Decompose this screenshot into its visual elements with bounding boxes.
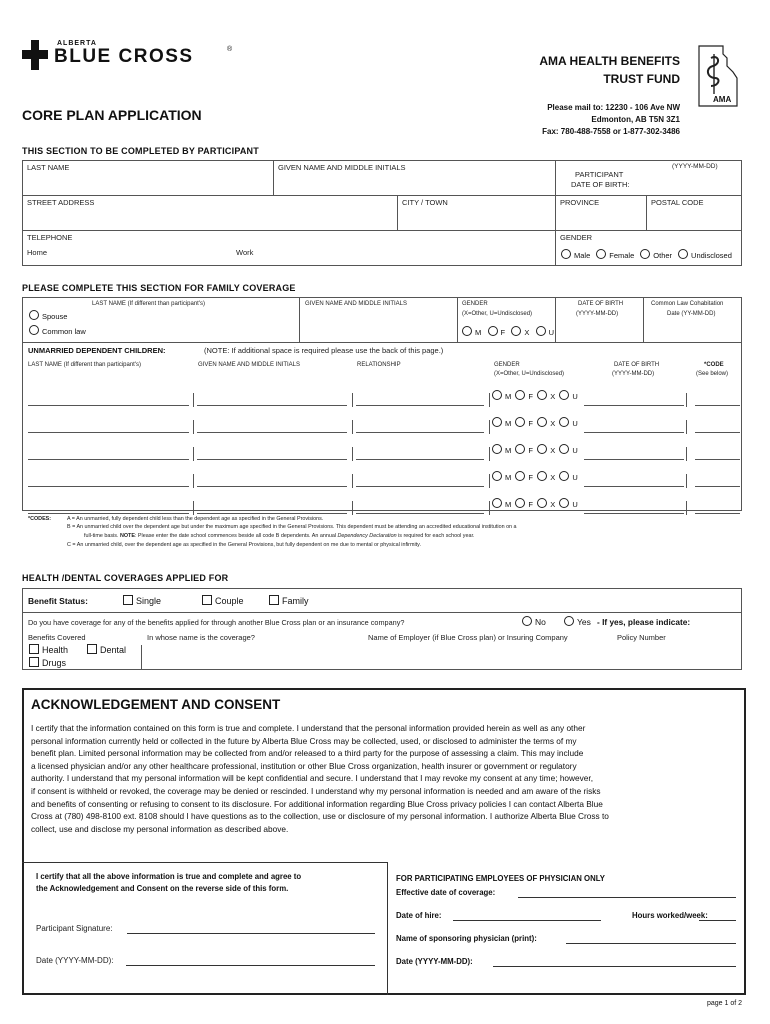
dependent-dob-input[interactable] — [584, 387, 684, 405]
certify-line-1: I certify that all the above information is true and complete and agree to — [36, 872, 302, 881]
dependent-last-name-input[interactable] — [28, 468, 189, 486]
dependent-relationship-input[interactable] — [356, 495, 484, 513]
single-checkbox[interactable]: Single — [123, 595, 161, 606]
spouse-dob-label-1: DATE OF BIRTH — [578, 301, 624, 307]
dependent-code-input[interactable] — [695, 441, 740, 459]
gender-male-radio[interactable]: Male — [561, 251, 590, 260]
dependent-last-name-input[interactable] — [28, 495, 189, 513]
spouse-last-name-label: LAST NAME (If different than participant's) — [92, 301, 205, 307]
city-input[interactable] — [398, 207, 554, 229]
mail-line-3: Fax: 780-488-7558 or 1-877-302-3486 — [542, 127, 680, 136]
dep-gender-f-radio[interactable]: F — [515, 500, 533, 509]
other-coverage-no-radio[interactable]: No — [522, 616, 546, 627]
dep-gender-label-2: (X=Other, U=Undisclosed) — [494, 371, 565, 377]
effective-date-field[interactable] — [518, 897, 736, 898]
dependent-code-input[interactable] — [695, 387, 740, 405]
dependent-dob-input[interactable] — [584, 468, 684, 486]
benefits-covered-label: Benefits Covered — [28, 633, 86, 642]
code-a: A = An unmarried, fully dependent child less than the dependent age as specified in the General Provisions. — [67, 516, 324, 522]
dependent-row — [22, 491, 742, 518]
given-name-input[interactable] — [274, 172, 554, 194]
dependent-row — [22, 383, 742, 410]
brand-main: BLUE CROSS — [54, 46, 194, 67]
dep-gender-m-radio[interactable]: M — [492, 500, 511, 509]
sponsor-field[interactable] — [566, 943, 736, 944]
certify-line-2: the Acknowledgement and Consent on the reverse side of this form. — [36, 884, 289, 893]
family-section-title: PLEASE COMPLETE THIS SECTION FOR FAMILY COVERAGE — [22, 283, 296, 293]
dep-relationship-label: RELATIONSHIP — [357, 362, 401, 368]
cohab-label-1: Common Law Cohabitation — [651, 301, 724, 307]
benefit-status-label: Benefit Status: — [28, 596, 88, 606]
dep-gender-m-radio[interactable]: M — [492, 446, 511, 455]
dep-gender-label-1: GENDER — [494, 362, 520, 368]
spouse-gender-label-2: (X=Other, U=Undisclosed) — [462, 311, 533, 317]
dependent-relationship-input[interactable] — [356, 387, 484, 405]
cohab-date-input[interactable] — [645, 320, 740, 340]
street-label: STREET ADDRESS — [27, 198, 95, 207]
dependent-given-name-input[interactable] — [197, 495, 347, 513]
dependent-code-input[interactable] — [695, 414, 740, 432]
cross-icon — [22, 40, 48, 70]
hours-worked-field[interactable] — [699, 920, 736, 921]
dependent-row — [22, 410, 742, 437]
gender-female-radio[interactable]: Female — [596, 251, 634, 260]
page-number: page 1 of 2 — [706, 1000, 742, 1007]
dep-gender-u-radio[interactable]: U — [559, 446, 577, 455]
dependent-gender-options — [492, 471, 578, 482]
spouse-last-name-input[interactable] — [110, 313, 295, 339]
dependent-relationship-input[interactable] — [356, 414, 484, 432]
code-c: C = An unmarried child, over the dependent age as specified in the General Provisions, but fully dependent on me due to mental or physical infirmity. — [67, 542, 421, 548]
physician-date-label: Date (YYYY-MM-DD): — [396, 957, 473, 966]
spouse-dob-label-2: (YYYY-MM-DD) — [576, 311, 619, 317]
dep-gender-u-radio[interactable]: U — [559, 419, 577, 428]
other-coverage-question: Do you have coverage for any of the benefits applied for through another Blue Cross plan or an insurance company? — [28, 618, 405, 627]
dep-gender-x-radio[interactable]: X — [537, 473, 555, 482]
codes-label: *CODES: — [28, 516, 52, 522]
dep-given-name-label: GIVEN NAME AND MIDDLE INITIALS — [198, 362, 301, 368]
ama-logo-text: AMA — [713, 95, 732, 104]
gender-other-radio[interactable]: Other — [640, 251, 672, 260]
couple-checkbox[interactable]: Couple — [202, 595, 244, 606]
mail-line-2: Edmonton, AB T5N 3Z1 — [591, 115, 680, 124]
dependent-given-name-input[interactable] — [197, 387, 347, 405]
dep-gender-m-radio[interactable]: M — [492, 473, 511, 482]
dental-checkbox[interactable]: Dental — [87, 644, 126, 655]
participant-section-title: THIS SECTION TO BE COMPLETED BY PARTICIPANT — [22, 146, 259, 156]
employer-label: Name of Employer (if Blue Cross plan) or Insuring Company — [368, 633, 568, 642]
common-law-radio[interactable]: Common law — [29, 325, 86, 336]
postal-label: POSTAL CODE — [651, 198, 704, 207]
dep-gender-u-radio[interactable]: U — [559, 473, 577, 482]
dependent-dob-input[interactable] — [584, 441, 684, 459]
spouse-gender-f-radio[interactable]: F — [488, 328, 506, 337]
dependent-dob-input[interactable] — [584, 495, 684, 513]
dependents-title: UNMARRIED DEPENDENT CHILDREN: — [28, 346, 166, 355]
consent-paragraph: I certify that the information contained on this form is true and complete. I understand that the personal information provided herein as well as any other personal information currently held or collected in the future by Alberta Blue Cross may be collected, used, or disclosed to administer the terms of my benefit plan. Limited personal information may be collected from and/or released to a third party for the purpose of assessing a claim. This may include a licensed physician and/or any other healthcare professional, institution or other Blue Cross organization, health insurer or government or regulatory authority. I understand that my personal information will be kept confidential and secure. I understand that I may revoke my consent at any time; however, if consent is withheld or revoked, the coverage may be denied or rescinded. I understand why my personal information is needed and am aware of the risks and benefits of consenting or refusing to consent to its disclosure. For additional information regarding Blue Cross privacy policies I can contact Alberta Blue Cross at (780) 498-8100 ext. 8108 should I have questions as to the collection, use or disclosure of my personal information. I authorize Alberta Blue Cross to collect, use and disclose my personal information as described above. — [31, 723, 609, 834]
dependent-code-input[interactable] — [695, 495, 740, 513]
dependent-given-name-input[interactable] — [197, 468, 347, 486]
dependents-note: (NOTE: If additional space is required please use the back of this page.) — [204, 346, 444, 355]
dep-code-label-2: (See below) — [696, 371, 729, 377]
spouse-gender-u-radio[interactable]: U — [536, 328, 554, 337]
family-checkbox[interactable]: Family — [269, 595, 309, 606]
dob-input[interactable] — [645, 172, 740, 192]
dep-gender-f-radio[interactable]: F — [515, 392, 533, 401]
dep-dob-label-2: (YYYY-MM-DD) — [612, 371, 655, 377]
dep-gender-m-radio[interactable]: M — [492, 392, 511, 401]
registered-mark: ® — [227, 46, 233, 53]
dep-gender-x-radio[interactable]: X — [537, 392, 555, 401]
dep-code-label-1: *CODE — [704, 362, 724, 368]
dependent-last-name-input[interactable] — [28, 441, 189, 459]
physician-title: FOR PARTICIPATING EMPLOYEES OF PHYSICIAN ONLY — [396, 874, 605, 883]
dep-dob-label-1: DATE OF BIRTH — [614, 362, 660, 368]
signature-date-field[interactable] — [126, 965, 375, 966]
whose-name-input[interactable] — [143, 645, 363, 668]
province-label: PROVINCE — [560, 198, 600, 207]
employer-input[interactable] — [366, 645, 611, 668]
policy-label: Policy Number — [617, 633, 666, 642]
dep-gender-u-radio[interactable]: U — [559, 392, 577, 401]
dob-label-2: DATE OF BIRTH: — [571, 180, 630, 189]
last-name-input[interactable] — [23, 172, 272, 194]
spouse-gender-label-1: GENDER — [462, 301, 488, 307]
spouse-gender-x-radio[interactable]: X — [511, 328, 529, 337]
signature-date-label: Date (YYYY-MM-DD): — [36, 956, 114, 965]
participant-signature-field[interactable] — [127, 933, 375, 934]
mail-line-1: Please mail to: 12230 - 106 Ave NW — [547, 103, 680, 112]
dep-gender-m-radio[interactable]: M — [492, 419, 511, 428]
dependent-relationship-input[interactable] — [356, 441, 484, 459]
dep-last-name-label: LAST NAME (If different than participant's) — [28, 362, 141, 368]
participant-gender-options — [561, 249, 738, 260]
dependent-gender-options — [492, 498, 578, 509]
dependent-code-input[interactable] — [695, 468, 740, 486]
city-label: CITY / TOWN — [402, 198, 448, 207]
date-of-hire-label: Date of hire: — [396, 911, 442, 920]
dob-format: (YYYY-MM-DD) — [672, 163, 718, 170]
dependent-last-name-input[interactable] — [28, 414, 189, 432]
home-label: Home — [27, 248, 48, 257]
code-b-1: B = An unmarried child over the dependent age but under the maximum age specified in the General Provisions. This dependent must be attending an accredited educational institution on a — [67, 524, 517, 530]
given-name-label: GIVEN NAME AND MIDDLE INITIALS — [278, 163, 406, 172]
dep-gender-x-radio[interactable]: X — [537, 419, 555, 428]
physician-date-field[interactable] — [493, 966, 736, 967]
brand-small: ALBERTA — [57, 40, 97, 47]
dependent-row — [22, 437, 742, 464]
dep-gender-f-radio[interactable]: F — [515, 473, 533, 482]
fund-title-1: AMA HEALTH BENEFITS — [539, 54, 680, 68]
dependent-last-name-input[interactable] — [28, 387, 189, 405]
work-label: Work — [236, 248, 254, 257]
consent-title: ACKNOWLEDGEMENT AND CONSENT — [31, 697, 281, 712]
hours-worked-label: Hours worked/week: — [632, 911, 708, 920]
other-coverage-yes-radio[interactable]: Yes — [564, 616, 591, 627]
dependent-given-name-input[interactable] — [197, 414, 347, 432]
dependent-gender-options — [492, 390, 578, 401]
dob-label-1: PARTICIPANT — [575, 170, 624, 179]
dependent-gender-options — [492, 417, 578, 428]
spouse-given-name-label: GIVEN NAME AND MIDDLE INITIALS — [305, 301, 408, 307]
gender-undisclosed-radio[interactable]: Undisclosed — [678, 251, 732, 260]
effective-date-label: Effective date of coverage: — [396, 888, 496, 897]
whose-name-label: In whose name is the coverage? — [147, 633, 255, 642]
policy-input[interactable] — [613, 645, 740, 668]
last-name-label: LAST NAME — [27, 163, 70, 172]
participant-signature-label: Participant Signature: — [36, 924, 113, 933]
form-title: CORE PLAN APPLICATION — [22, 107, 202, 123]
work-phone-input[interactable] — [260, 244, 550, 262]
if-yes-label: - If yes, please indicate: — [597, 617, 691, 627]
date-of-hire-field[interactable] — [453, 920, 601, 921]
coverage-section-title: HEALTH /DENTAL COVERAGES APPLIED FOR — [22, 573, 229, 583]
dependent-given-name-input[interactable] — [197, 441, 347, 459]
dependent-dob-input[interactable] — [584, 414, 684, 432]
spouse-dob-input[interactable] — [557, 320, 641, 340]
spouse-given-name-input[interactable] — [301, 313, 455, 339]
drugs-checkbox[interactable]: Drugs — [29, 657, 66, 668]
gender-label: GENDER — [560, 233, 593, 242]
home-phone-input[interactable] — [50, 244, 230, 262]
dependent-row — [22, 464, 742, 491]
postal-input[interactable] — [647, 207, 741, 229]
dep-gender-u-radio[interactable]: U — [559, 500, 577, 509]
spouse-gender-options — [462, 326, 554, 337]
code-b-2: full-time basis. NOTE: Please enter the date school commences beside all code B dependents. An annual Dependency Declaration is required for each school year. — [84, 533, 475, 539]
province-input[interactable] — [556, 207, 645, 229]
cohab-label-2: Date (YY-MM-DD) — [667, 311, 716, 317]
dep-gender-f-radio[interactable]: F — [515, 446, 533, 455]
street-input[interactable] — [23, 207, 396, 229]
fund-title-2: TRUST FUND — [603, 72, 680, 86]
sponsor-label: Name of sponsoring physician (print): — [396, 934, 537, 943]
dep-gender-x-radio[interactable]: X — [537, 446, 555, 455]
spouse-gender-m-radio[interactable]: M — [462, 328, 481, 337]
dependent-gender-options — [492, 444, 578, 455]
dep-gender-f-radio[interactable]: F — [515, 419, 533, 428]
dependent-relationship-input[interactable] — [356, 468, 484, 486]
telephone-label: TELEPHONE — [27, 233, 73, 242]
dep-gender-x-radio[interactable]: X — [537, 500, 555, 509]
spouse-radio[interactable]: Spouse — [29, 310, 67, 321]
health-checkbox[interactable]: Health — [29, 644, 68, 655]
